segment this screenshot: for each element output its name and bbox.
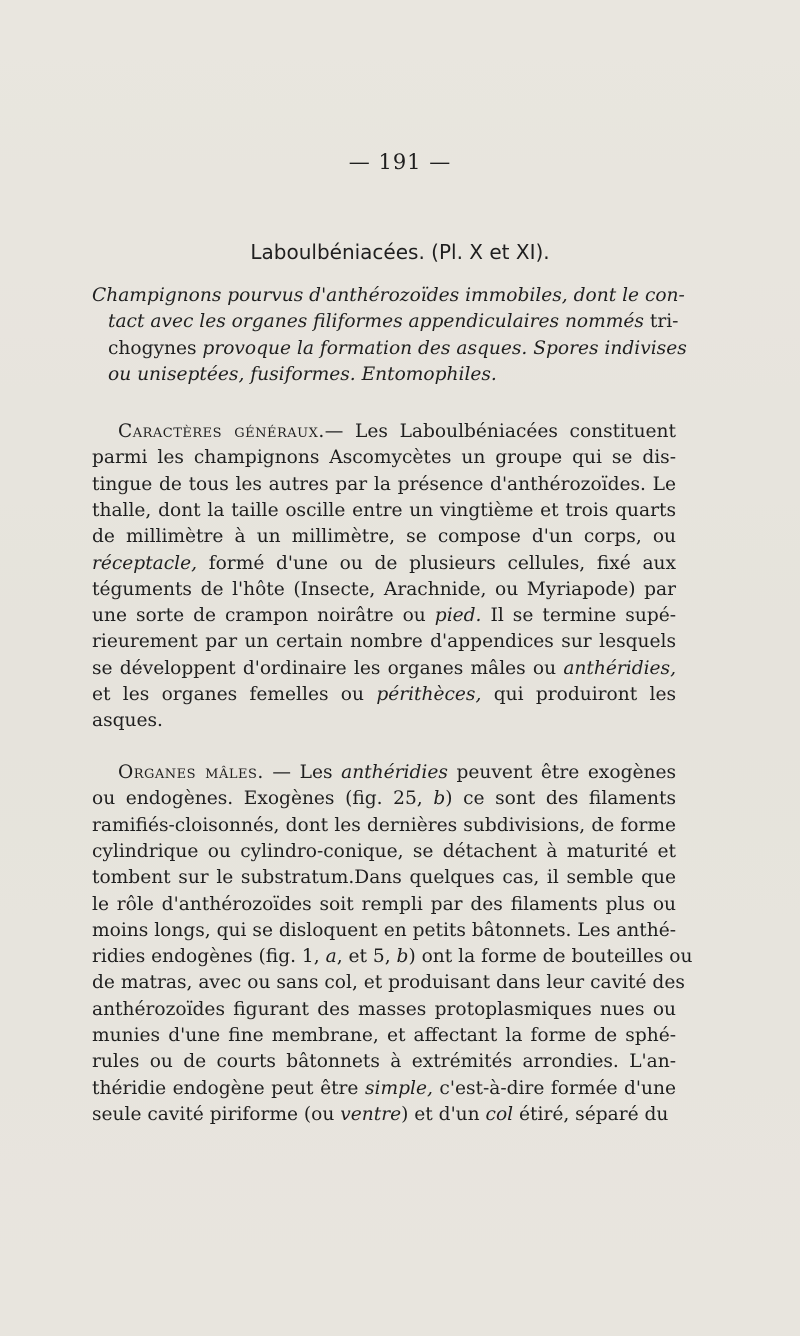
text-line	[92, 997, 676, 1023]
text-run: b	[396, 946, 409, 968]
text-run: peuvent être exogènes	[447, 762, 676, 783]
text-run: rieurement par un certain nombre d'appendices sur lesquels	[92, 631, 676, 653]
text-line	[92, 813, 676, 839]
text-run: théridie endogène peut être	[92, 1077, 365, 1099]
section-heading: Laboulbéniacées. (Pl. X et XI).	[250, 240, 550, 264]
text-run: Caractères généraux.	[118, 421, 325, 442]
text-run: le rôle d'anthérozoïdes soit rempli par des filaments plus ou	[92, 893, 676, 915]
text-line	[108, 309, 679, 335]
text-line	[92, 445, 676, 471]
text-run: simple,	[364, 1077, 433, 1099]
text-run: c'est-à-dire formée d'une	[432, 1077, 676, 1099]
text-run: munies d'une fine membrane, et affectant la forme de sphé-	[92, 1025, 676, 1046]
text-line	[108, 336, 687, 362]
text-line	[92, 786, 676, 812]
text-run: Il se termine supé-	[481, 605, 677, 627]
text-run: formé d'une ou de plusieurs cellules, fixé aux	[197, 552, 676, 574]
text-run: parmi les champignons Ascomycètes un groupe qui se dis-	[92, 447, 676, 469]
text-run: ou endogènes. Exogènes (fig. 25,	[92, 788, 434, 810]
text-line	[92, 283, 685, 309]
text-run: se développent d'ordinaire les organes mâles ou	[92, 657, 564, 679]
text-run: Organes mâles.	[118, 762, 264, 783]
text-line	[92, 498, 676, 524]
text-line	[92, 970, 685, 996]
text-run: ventre	[340, 1103, 402, 1125]
text-line	[92, 656, 676, 682]
text-run: et les organes femelles ou	[92, 684, 377, 705]
text-line	[92, 760, 676, 786]
text-line	[92, 524, 676, 550]
text-run: une sorte de crampon noirâtre ou	[92, 605, 435, 627]
text-run: provoque la formation des asques. Spores indivises	[202, 337, 687, 359]
text-run: seule cavité piriforme (ou	[92, 1103, 341, 1125]
text-line	[92, 865, 676, 891]
text-run: chogynes	[108, 337, 203, 359]
text-line	[92, 472, 676, 498]
text-line	[92, 1102, 676, 1128]
text-run: périthèces,	[376, 684, 482, 705]
text-run: cylindrique ou cylindro-conique, se détachent à maturité et	[92, 840, 676, 862]
text-line	[92, 1023, 676, 1049]
text-run: ) et d'un	[401, 1103, 486, 1125]
text-run: Champignons pourvus d'anthérozoïdes immobiles, dont le con-	[92, 285, 685, 306]
text-run: étiré, séparé du	[513, 1103, 669, 1125]
text-run: , et 5,	[336, 946, 397, 968]
text-run: téguments de l'hôte (Insecte, Arachnide, ou Myriapode) par	[92, 578, 676, 600]
text-line	[92, 839, 676, 865]
text-run: tingue de tous les autres par la présence d'anthérozoïdes. Le	[92, 473, 676, 495]
text-run: a	[325, 946, 337, 968]
text-run: de matras, avec ou sans col, et produisant dans leur cavité des	[92, 972, 685, 994]
text-line	[92, 1049, 676, 1075]
text-run: — Les Laboulbéniacées constituent	[324, 421, 676, 442]
text-line	[92, 682, 676, 708]
text-run: anthéridies,	[563, 657, 676, 679]
text-run: de millimètre à un millimètre, se compose d'un corps, ou	[92, 526, 676, 548]
text-line	[92, 419, 676, 445]
text-run: tri-	[643, 311, 679, 333]
text-run: ridies endogènes (fig. 1,	[92, 946, 326, 968]
text-run: rules ou de courts bâtonnets à extrémités arrondies. L'an-	[92, 1051, 676, 1073]
text-line	[92, 577, 676, 603]
text-line	[92, 892, 676, 918]
text-run: b	[433, 788, 446, 810]
text-run: réceptacle,	[92, 552, 198, 574]
text-run: tombent sur le substratum.Dans quelques cas, il semble que	[92, 867, 676, 889]
text-line	[92, 708, 676, 734]
text-run: — Les	[263, 762, 342, 783]
text-run: pied.	[434, 605, 482, 627]
text-run: col	[485, 1103, 514, 1125]
text-run: anthéridies	[341, 762, 448, 783]
text-run: ) ce sont des filaments	[445, 788, 676, 810]
text-run: asques.	[92, 710, 163, 732]
text-line	[92, 944, 693, 970]
text-run: thalle, dont la taille oscille entre un vingtième et trois quarts	[92, 499, 676, 521]
text-line	[92, 1076, 676, 1102]
text-line	[92, 603, 676, 629]
text-run: ou uniseptées, fusiformes. Entomophiles.	[108, 363, 497, 385]
text-run: ) ont la forme de bouteilles ou	[408, 946, 693, 968]
text-run: ramifiés-cloisonnés, dont les dernières subdivisions, de forme	[92, 814, 676, 836]
text-line	[92, 629, 676, 655]
text-line	[92, 918, 676, 944]
text-run: anthérozoïdes figurant des masses protoplasmiques nues ou	[92, 998, 676, 1020]
text-run: tact avec les organes filiformes appendiculaires nommés	[108, 311, 644, 333]
text-run: qui produiront les	[481, 684, 676, 705]
text-line	[108, 362, 676, 388]
text-line	[92, 551, 676, 577]
text-run: moins longs, qui se disloquent en petits bâtonnets. Les anthé-	[92, 919, 676, 941]
page-number: — 191 —	[348, 150, 452, 174]
